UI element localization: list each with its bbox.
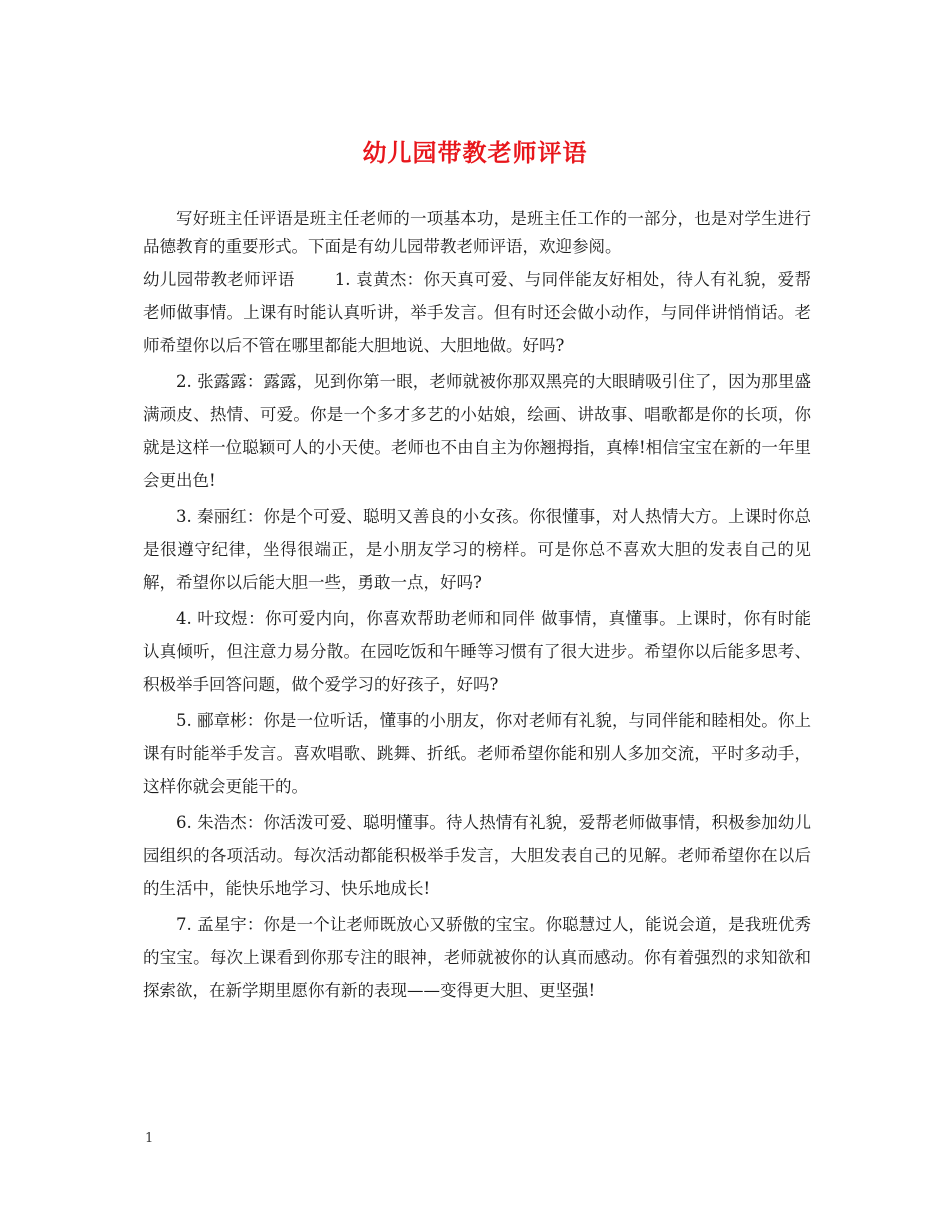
page-number: 1 bbox=[145, 1131, 154, 1146]
comment-item-6: 6. 朱浩杰：你活泼可爱、聪明懂事。待人热情有礼貌，爱帮老师做事情，积极参加幼儿园组织的各项活动。每次活动都能积极举手发言，大胆发表自己的见解。老师希望你在以后的生活中，能快乐地学习、快乐地成长! bbox=[143, 813, 811, 898]
comment-item-3: 3. 秦丽红：你是个可爱、聪明又善良的小女孩。你很懂事，对人热情大方。上课时你总是很遵守纪律，坐得很端正，是小朋友学习的榜样。可是你总不喜欢大胆的发表自己的见解，希望你以后能大胆一些，勇敢一点，好吗? bbox=[143, 507, 811, 592]
subheading: 幼儿园带教老师评语 bbox=[143, 270, 295, 289]
document-body bbox=[143, 205, 811, 1007]
comment-item-7: 7. 孟星宇：你是一个让老师既放心又骄傲的宝宝。你聪慧过人，能说会道，是我班优秀的宝宝。每次上课看到你那专注的眼神，老师就被你的认真而感动。你有着强烈的求知欲和探索欲，在新学期里愿你有新的表现——变得更大胆、更坚强! bbox=[143, 915, 811, 1000]
first-item-paragraph bbox=[143, 263, 811, 362]
comment-item-1: 1. 袁黄杰：你天真可爱、与同伴能友好相处，待人有礼貌，爱帮老师做事情。上课有时能认真听讲，举手发言。但有时还会做小动作，与同伴讲悄悄话。老师希望你以后不管在哪里都能大胆地说、大胆地做。好吗? bbox=[143, 270, 811, 355]
document-title: 幼儿园带教老师评语 bbox=[362, 138, 588, 167]
intro-paragraph: 写好班主任评语是班主任老师的一项基本功，是班主任工作的一部分，也是对学生进行品德教育的重要形式。下面是有幼儿园带教老师评语，欢迎参阅。 bbox=[143, 209, 811, 256]
comment-item-2: 2. 张露露：露露，见到你第一眼，老师就被你那双黑亮的大眼睛吸引住了，因为那里盛满顽皮、热情、可爱。你是一个多才多艺的小姑娘，绘画、讲故事、唱歌都是你的长项，你就是这样一位聪颖可人的小天使。老师也不由自主为你翘拇指，真棒!相信宝宝在新的一年里会更出色! bbox=[143, 372, 811, 490]
comment-item-4: 4. 叶玟煜：你可爱内向，你喜欢帮助老师和同伴 做事情，真懂事。上课时，你有时能认真倾听，但注意力易分散。在园吃饭和午睡等习惯有了很大进步。希望你以后能多思考、积极举手回答问题，做个爱学习的好孩子，好吗? bbox=[143, 609, 811, 694]
comment-item-5: 5. 郦章彬：你是一位听话，懂事的小朋友，你对老师有礼貌，与同伴能和睦相处。你上课有时能举手发言。喜欢唱歌、跳舞、折纸。老师希望你能和别人多加交流，平时多动手，这样你就会更能干的。 bbox=[143, 711, 811, 796]
